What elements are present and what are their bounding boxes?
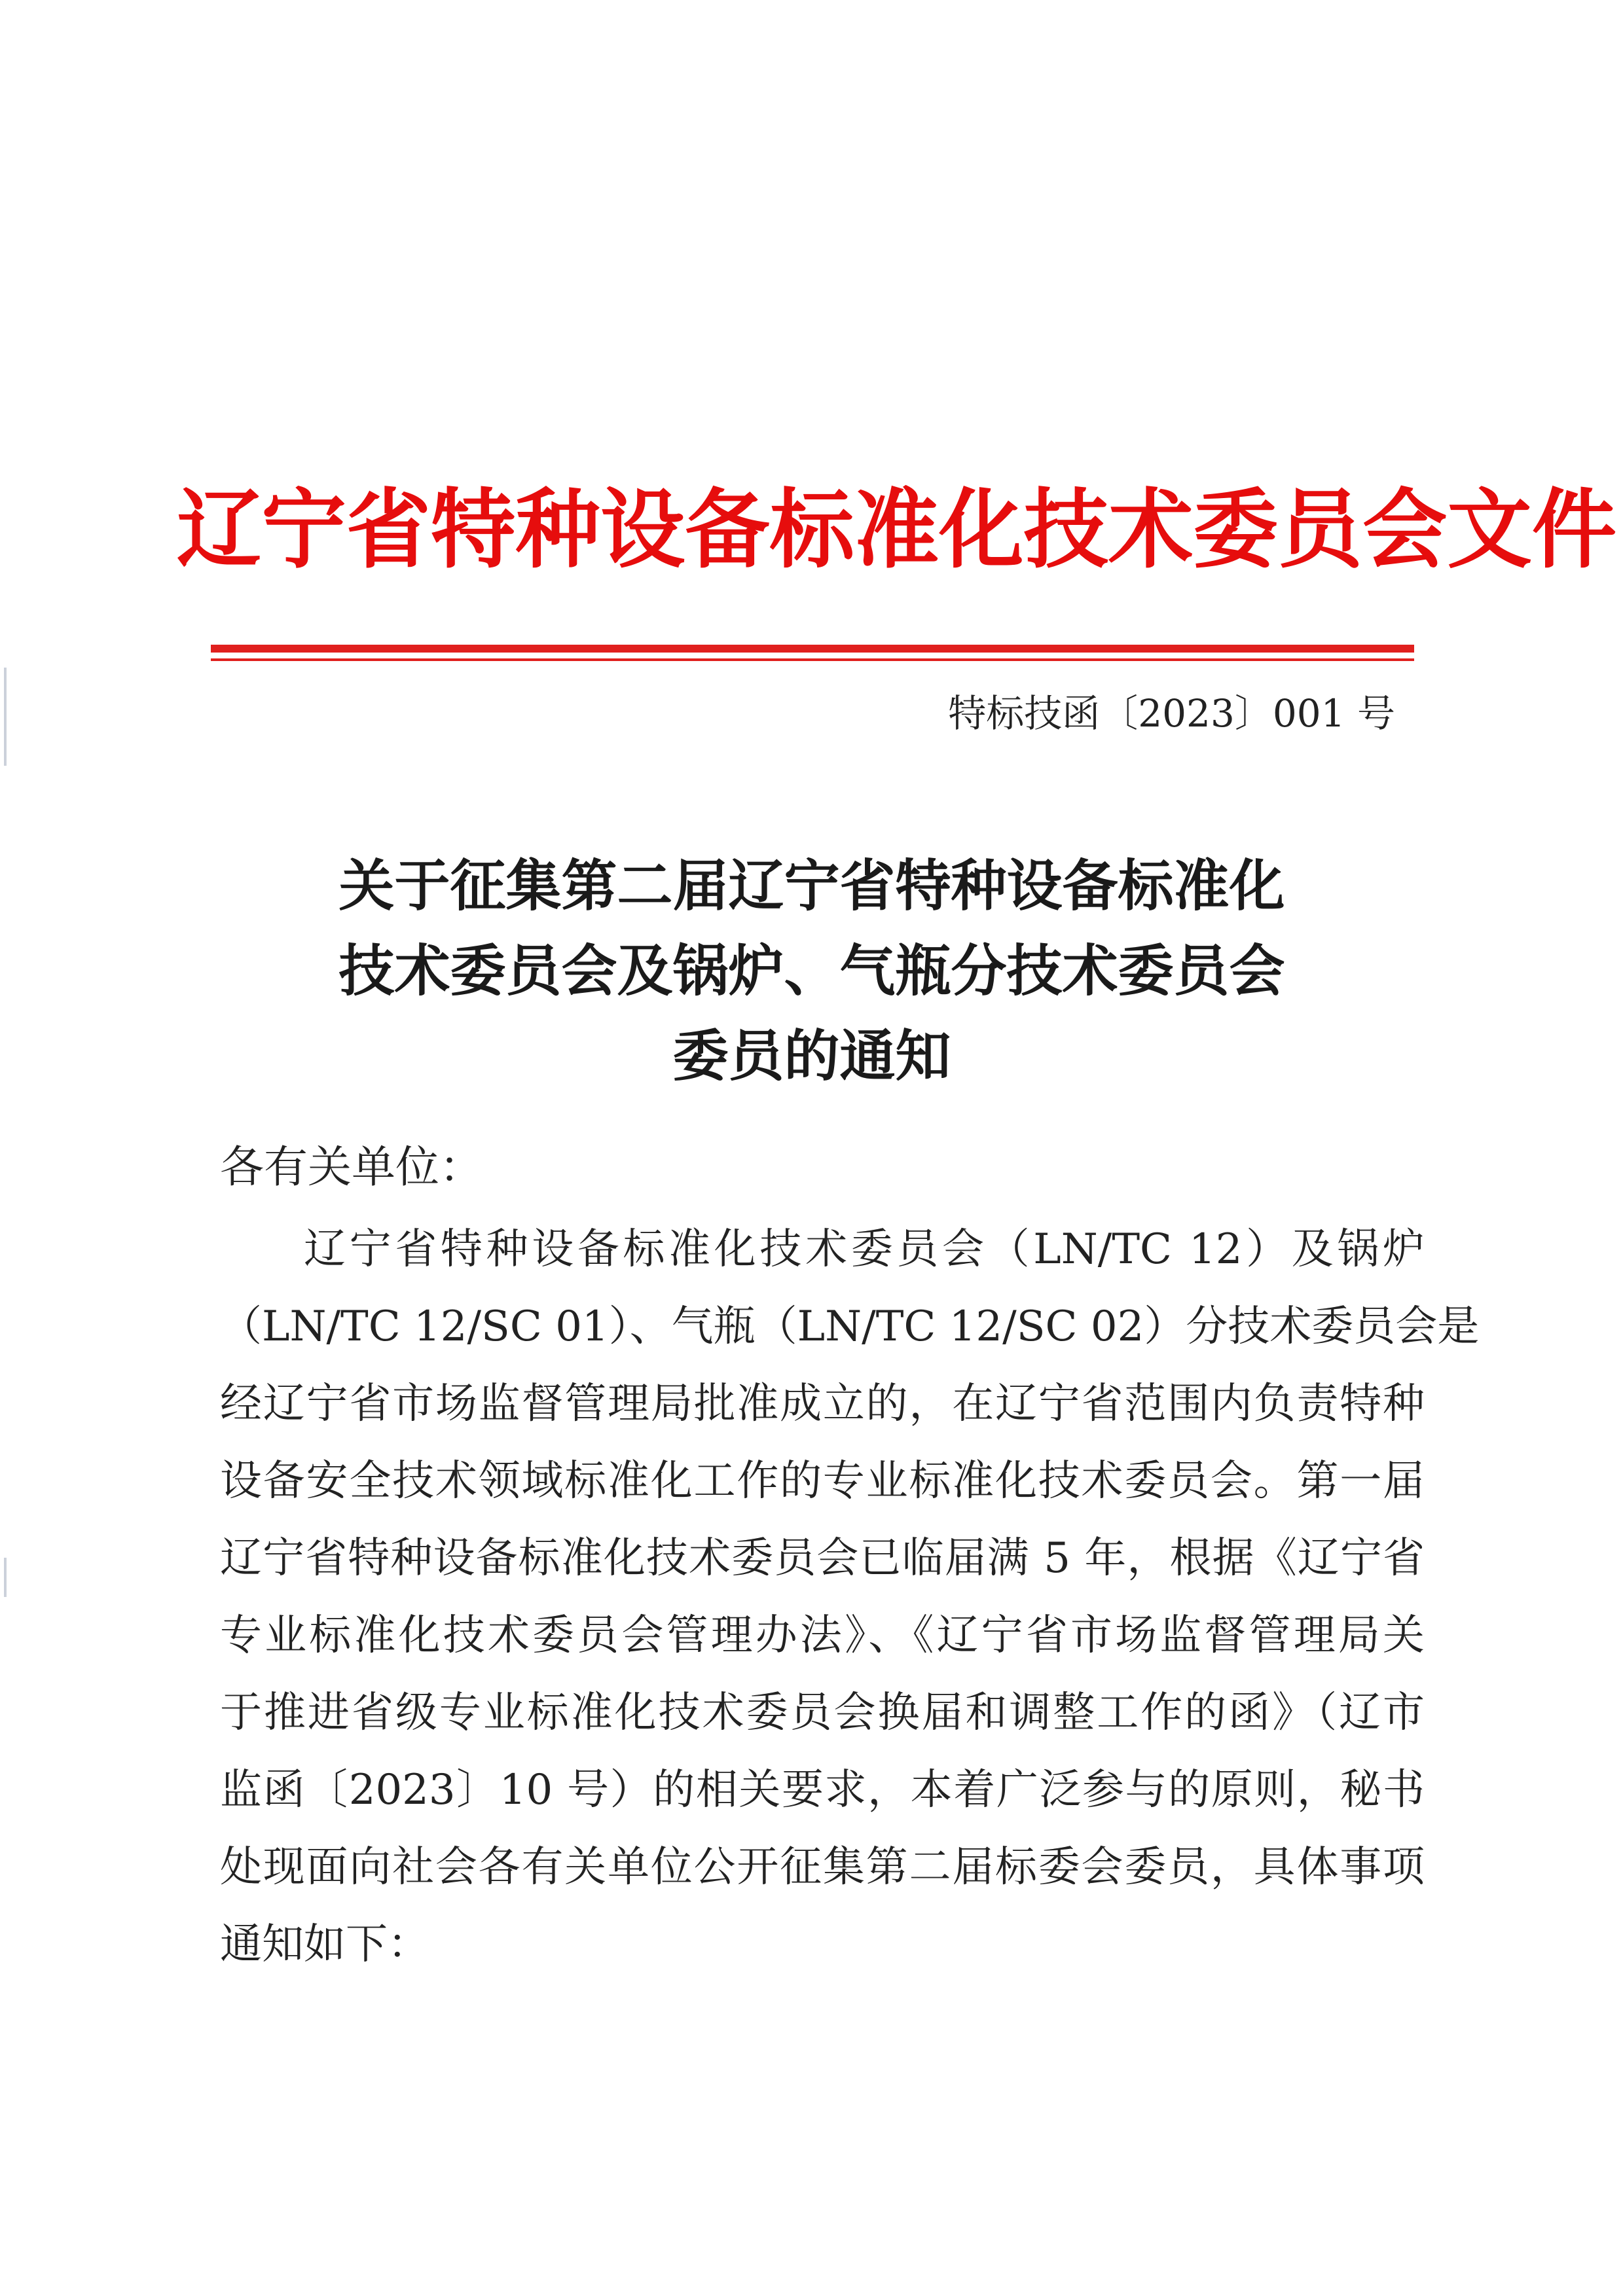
body-line: 经辽宁省市场监督管理局批准成立的，在辽宁省范围内负责特种	[220, 1380, 1425, 1428]
body-line: 于推进省级专业标准化技术委员会换届和调整工作的函》（辽市	[220, 1689, 1425, 1737]
body-line: 辽宁省特种设备标准化技术委员会已临届满 5 年，根据《辽宁省	[220, 1534, 1425, 1583]
body-line: 监函〔2023〕10 号）的相关要求，本着广泛参与的原则，秘书	[220, 1766, 1425, 1814]
document-number: 特标技函〔2023〕001 号	[948, 691, 1395, 736]
body-line: 通知如下：	[220, 1920, 429, 1969]
body-line: 设备安全技术领域标准化工作的专业标准化技术委员会。第一届	[220, 1457, 1425, 1505]
body-line: （LN/TC 12/SC 01）、气瓶（LN/TC 12/SC 02）分技术委员会是	[220, 1302, 1480, 1351]
header-red-rule-thick	[211, 645, 1414, 653]
scan-artifact	[4, 1558, 7, 1597]
scan-artifact	[4, 668, 7, 766]
body-line: 处现面向社会各有关单位公开征集第二届标委会委员，具体事项	[220, 1843, 1425, 1892]
body-line: 辽宁省特种设备标准化技术委员会（LN/TC 12）及锅炉	[304, 1225, 1425, 1274]
body-line: 专业标准化技术委员会管理办法》、《辽宁省市场监督管理局关	[220, 1611, 1425, 1660]
notice-title	[196, 844, 1427, 1100]
org-header-title: 辽宁省特种设备标准化技术委员会文件	[177, 479, 1617, 581]
notice-title-line: 关于征集第二届辽宁省特种设备标准化	[338, 854, 1285, 919]
notice-title-line: 技术委员会及锅炉、气瓶分技术委员会	[338, 939, 1285, 1004]
salutation: 各有关单位：	[220, 1141, 483, 1193]
notice-title-line: 委员的通知	[672, 1024, 951, 1089]
header-red-rule-thin	[211, 658, 1414, 661]
body-paragraph	[220, 1211, 1480, 1983]
